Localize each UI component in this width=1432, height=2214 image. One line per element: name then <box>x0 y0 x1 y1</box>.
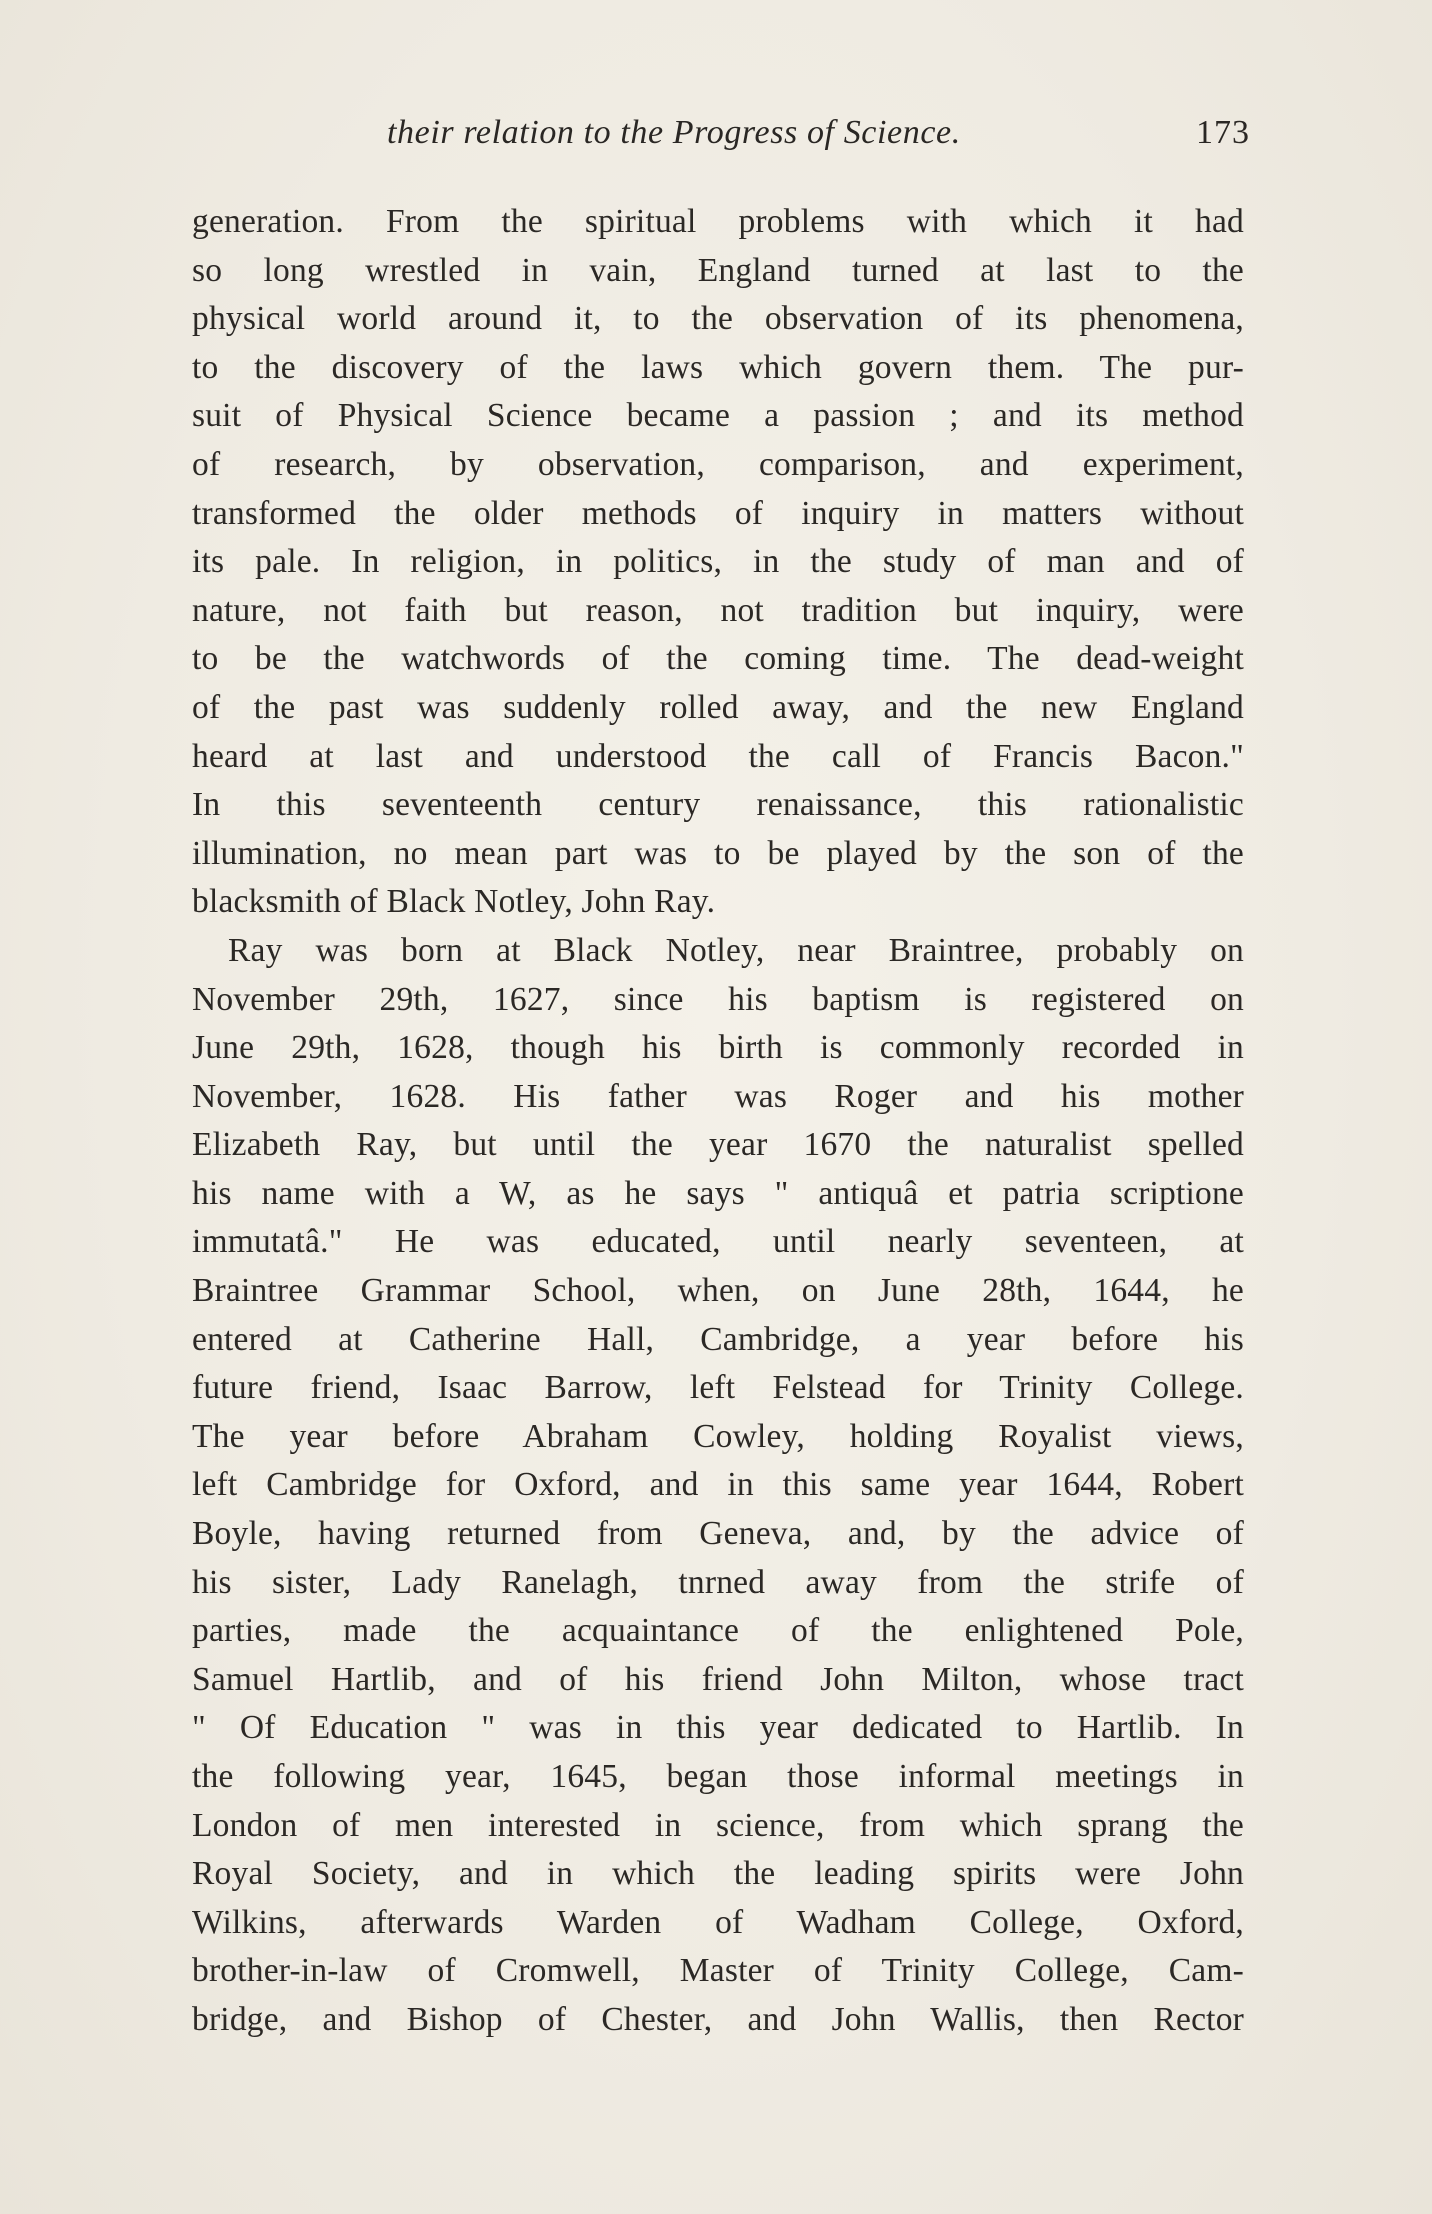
text-line: parties, made the acquaintance of the enlightened Pole, <box>192 1612 1244 1650</box>
text-line: brother-in-law of Cromwell, Master of Trinity College, Cam- <box>192 1952 1244 1990</box>
text-line: Boyle, having returned from Geneva, and, by the advice of <box>192 1515 1244 1553</box>
paragraph-1 <box>192 198 1244 927</box>
text-line: bridge, and Bishop of Chester, and John Wallis, then Rector <box>192 2000 1244 2038</box>
text-line: left Cambridge for Oxford, and in this same year 1644, Robert <box>192 1466 1244 1504</box>
body-text <box>192 198 1244 2045</box>
text-line: of research, by observation, comparison, and experiment, <box>192 445 1244 483</box>
text-line: Elizabeth Ray, but until the year 1670 the naturalist spelled <box>192 1126 1244 1164</box>
text-line: Samuel Hartlib, and of his friend John Milton, whose tract <box>192 1660 1244 1698</box>
text-line: blacksmith of Black Notley, John Ray. <box>192 883 716 921</box>
text-line: In this seventeenth century renaissance, this rationalistic <box>192 786 1244 824</box>
page-number: 173 <box>1196 114 1250 151</box>
text-line: transformed the older methods of inquiry in matters without <box>192 494 1244 532</box>
text-line: future friend, Isaac Barrow, left Felstead for Trinity College. <box>192 1369 1244 1407</box>
text-line: Braintree Grammar School, when, on June 28th, 1644, he <box>192 1272 1244 1310</box>
text-line: Royal Society, and in which the leading spirits were John <box>192 1855 1244 1893</box>
text-line: November, 1628. His father was Roger and his mother <box>192 1077 1244 1115</box>
text-line: so long wrestled in vain, England turned at last to the <box>192 251 1244 289</box>
paragraph-2 <box>192 927 1244 2045</box>
text-line: November 29th, 1627, since his baptism is registered on <box>192 980 1244 1018</box>
text-line: entered at Catherine Hall, Cambridge, a year before his <box>192 1320 1244 1358</box>
text-line: generation. From the spiritual problems with which it had <box>192 203 1244 240</box>
text-line: suit of Physical Science became a passion ; and its method <box>192 397 1244 435</box>
text-line: London of men interested in science, from which sprang the <box>192 1806 1244 1844</box>
text-line: of the past was suddenly rolled away, and the new England <box>192 688 1244 726</box>
text-line: his sister, Lady Ranelagh, tnrned away from the strife of <box>192 1563 1244 1601</box>
text-line: The year before Abraham Cowley, holding Royalist views, <box>192 1417 1244 1455</box>
text-line: physical world around it, to the observation of its phenomena, <box>192 300 1244 338</box>
text-line: his name with a W, as he says " antiquâ et patria scriptione <box>192 1174 1244 1212</box>
running-head <box>190 114 1250 174</box>
text-line: to the discovery of the laws which govern them. The pur- <box>192 348 1244 386</box>
text-line: its pale. In religion, in politics, in the study of man and of <box>192 543 1244 581</box>
text-line: immutatâ." He was educated, until nearly seventeen, at <box>192 1223 1244 1261</box>
text-line: Ray was born at Black Notley, near Braintree, probably on <box>228 931 1244 969</box>
running-title: their relation to the Progress of Science. <box>387 114 961 151</box>
text-line: Wilkins, afterwards Warden of Wadham College, Oxford, <box>192 1903 1244 1941</box>
text-line: nature, not faith but reason, not tradition but inquiry, were <box>192 591 1244 629</box>
text-line: to be the watchwords of the coming time. The dead-weight <box>192 640 1244 678</box>
text-line: June 29th, 1628, though his birth is commonly recorded in <box>192 1029 1244 1067</box>
text-line: " Of Education " was in this year dedicated to Hartlib. In <box>192 1709 1244 1747</box>
text-line: the following year, 1645, began those informal meetings in <box>192 1758 1244 1795</box>
text-line: heard at last and understood the call of Francis Bacon." <box>192 737 1244 775</box>
text-line: illumination, no mean part was to be played by the son of the <box>192 834 1244 872</box>
